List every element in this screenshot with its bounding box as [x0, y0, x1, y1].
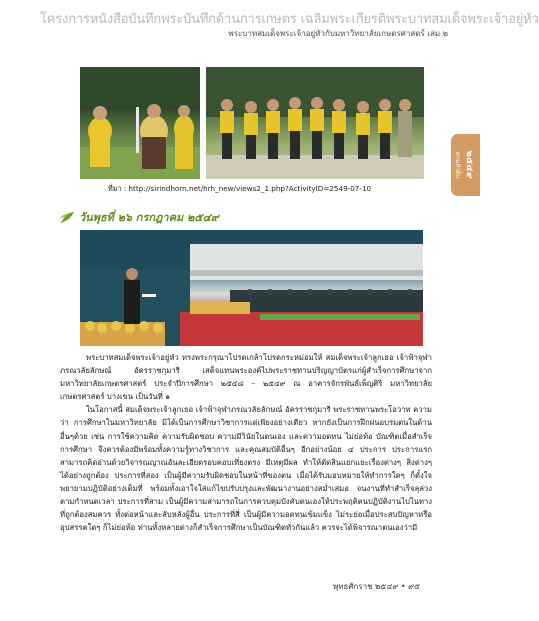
- page-header-title: โครงการหนังสือบันทึกพระบันทึกด้านการเกษตร เฉลิมพระเกียรติพระบาทสมเด็จพระเจ้าอยู่หัว: [40, 12, 539, 27]
- page-header-subtitle: พระบาทสมเด็จพระเจ้าอยู่หัวกับมหาวิทยาลัยเกษตรศาสตร์ เล่ม ๒: [228, 29, 448, 38]
- date-heading: วันพุธที่ ๒๖ กรกฎาคม ๒๕๔๙: [79, 211, 219, 224]
- article-body: [60, 351, 432, 534]
- tree-planting-illustration: [80, 67, 200, 179]
- group-walking-illustration: [206, 67, 424, 179]
- page-footer: พุทธศักราช ๒๕๔๙ • ๙๕: [332, 582, 420, 591]
- photo-group-walking: [206, 67, 424, 179]
- graduation-ceremony-illustration: [80, 230, 423, 346]
- leaf-icon: [60, 210, 76, 224]
- photo-source-caption: ที่มา : http://sirindhorn.net/hrh_new/views2_1.php?ActivityID=2549-07-10: [108, 184, 372, 193]
- photo-tree-planting: [80, 67, 200, 179]
- paragraph: ในโอกาสนี้ สมเด็จพระเจ้าลูกเธอ เจ้าฟ้าจุฬาภรณวลัยลักษณ์ อัครราชกุมารี พระราชทานพระโอวาท ความว่า การศึกษาในมหาวิทยาลัย มิได้เป็นการศึกษาวิชาการแต่เพียงอย่างเดียว หากยังเป็นการฝึกฝนอบรมตนในด้านอื่นๆด้วย เช่น การใช้ความคิด ความรับผิดชอบ ความมีวินัยในตนเอง และความอดทน ไม่ย่อท้อ บัณฑิตเมื่อสำเร็จการศึกษา จึงควรต้องมีพร้อมทั้งความรู้ทางวิชาการ และคุณสมบัติอื่นๆ อีกอย่างน้อย ๔ ประการ ประการแรก สามารถคิดอ่านด้วยวิจารณญาณอันละเอียดรอบคอบเที่ยงตรง มีเหตุมีผล ทำให้ตัดสินแยกแยะเรื่องต่างๆ สิ่งต่างๆ ได้อย่างถูกต้อง ประการที่สอง เป็นผู้มีความรับผิดชอบในหน้าที่ของตน เมื่อได้รับมอบหมายให้ทำการใดๆ ก็ตั้งใจพยายามปฏิบัติอย่างเต็มที่ พร้อมทั้งเอาใจใส่แก้ไขปรับปรุงและพัฒนางานอย่างสม่ำเสมอ จนงานที่ทำสำเร็จลุล่วงตามกำหนดเวลา ประการที่สาม เป็นผู้มีความสามารถในการควบคุมบังคับตนเองให้ประพฤติตนปฏิบัติงานไปในทางที่ถูกต้องสมควร ทั้งต่อหน้าและลับหลังผู้อื่น ประการที่สี่ เป็นผู้มีความอดทนเข้มแข็ง ไม่ระย่อเมื่อประสบปัญหาหรืออุปสรรคใดๆ ก็ไม่ย่อท้อ ท่านทั้งหลายต่างก็สำเร็จการศึกษาเป็นบัณฑิตทั่วกันแล้ว ควรจะได้พิจารณาตนเองว่ามี: [60, 405, 432, 533]
- paragraph: พระบาทสมเด็จพระเจ้าอยู่หัว ทรงพระกรุณาโปรดเกล้าโปรดกระหม่อมให้ สมเด็จพระเจ้าลูกเธอ เจ้าฟ้าจุฬาภรณวลัยลักษณ์ อัครราชกุมารี เสด็จแทนพระองค์ไปพระราชทานปริญญาบัตรแก่ผู้สำเร็จการศึกษาจากมหาวิทยาลัยเกษตรศาสตร์ ประจำปีการศึกษา ๒๕๔๘ – ๒๕๔๙ ณ อาคารจักรพันธ์เพ็ญศิริ มหาวิทยาลัยเกษตรศาสตร์ บางเขน เป็นวันที่ ๑: [60, 353, 432, 402]
- side-tab-label: ตามลำดับ: [454, 152, 462, 178]
- side-tab-year: ๒๕๔๙: [464, 150, 475, 180]
- year-side-tab: [451, 134, 480, 196]
- date-heading-row: [60, 208, 219, 226]
- photo-graduation-ceremony: [80, 230, 423, 346]
